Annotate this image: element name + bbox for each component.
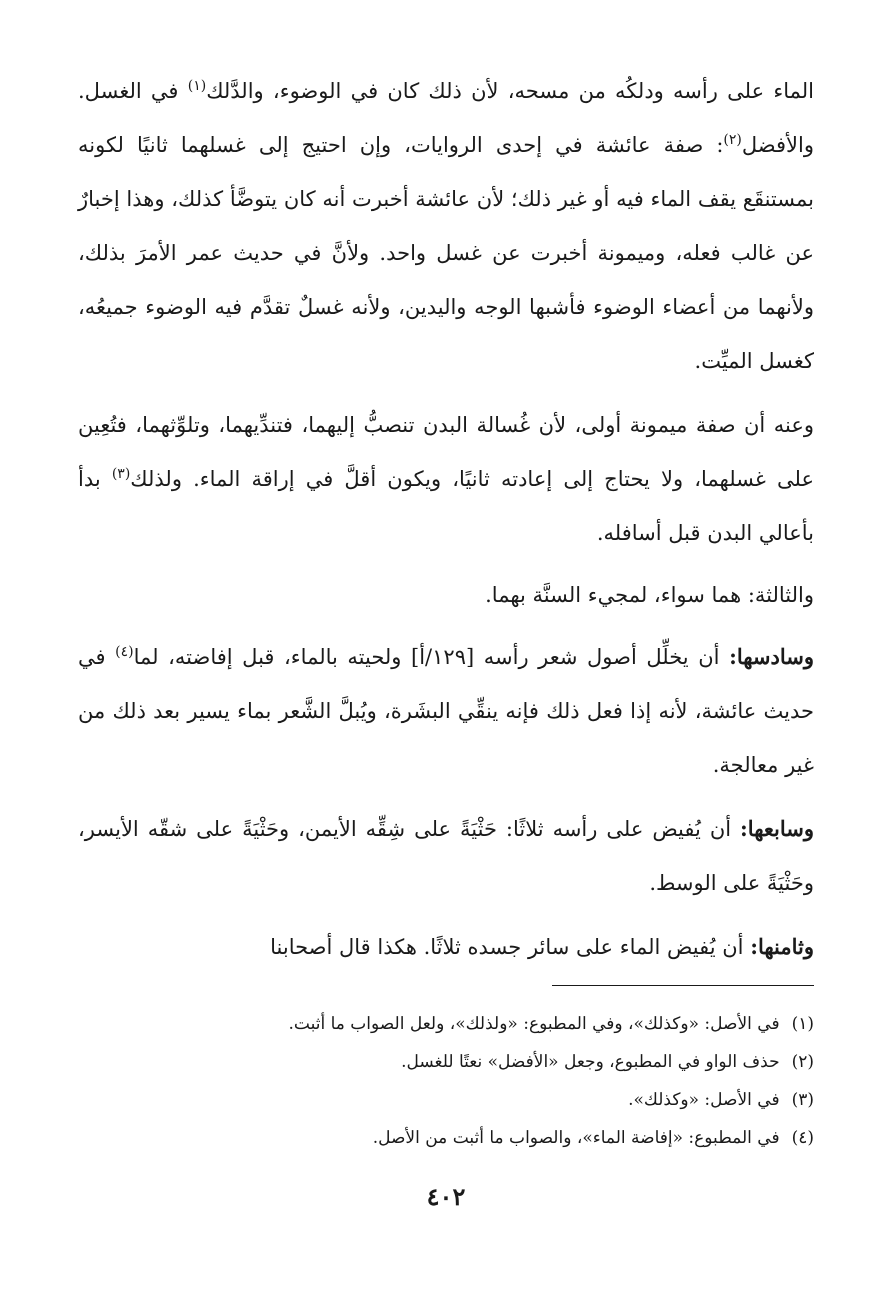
text-segment: بدأ بأعالي البدن قبل أسافله. — [78, 467, 814, 545]
footnote-text: في الأصل: «وكذلك». — [628, 1090, 780, 1110]
paragraph-lead: وسادسها: — [729, 644, 814, 669]
footnote-ref: (٤) — [115, 644, 134, 660]
main-text — [78, 64, 814, 988]
paragraph — [78, 568, 814, 622]
footnote-number: (١) — [791, 1014, 814, 1034]
text-segment: في الغسل. والأفضل — [78, 79, 814, 157]
footnote — [78, 1081, 814, 1119]
text-segment: في حديث عائشة، لأنه إذا فعل ذلك فإنه ينقِّي البشَرة، ويُبلَّ الشَّعر بماء يسير بعد ذلك من غير معالجة. — [78, 645, 814, 777]
paragraph — [78, 398, 814, 560]
footnote-ref: (١) — [187, 78, 207, 94]
footnote-text: حذف الواو في المطبوع، وجعل «الأفضل» نعتًا للغسل. — [401, 1052, 780, 1072]
footnote-number: (٣) — [791, 1090, 814, 1110]
footnote-text: في المطبوع: «إفاضة الماء»، والصواب ما أثبت من الأصل. — [372, 1128, 780, 1148]
footnote-ref: (٢) — [723, 132, 742, 148]
text-segment: الماء على رأسه ودلكُه من مسحه، لأن ذلك كان في الوضوء، والدَّلك — [206, 79, 815, 103]
text-segment: : صفة عائشة في إحدى الروايات، وإن احتيج إلى غسلهما ثانيًا لكونه بمستنقَع يقف الماء فيه أو غير ذلك؛ لأن عائشة أخبرت أنه كان يتوضَّأ كذلك، وهذا إخبارٌ عن غالب فعله، وميمونة أخبرت عن غسل واحد. ولأنَّ في حديث عمر الأمرَ بذلك، ولأنهما من أعضاء الوضوء فأشبها الوجه واليدين، ولأنه غسلٌ تقدَّم فيه الوضوء جميعُه، كغسل الميِّت. — [78, 133, 814, 373]
footnote — [78, 1119, 814, 1157]
paragraph — [78, 920, 814, 974]
footnote-separator — [552, 985, 814, 986]
footnotes — [78, 1005, 814, 1157]
text-segment: أن يُفيض على رأسه ثلاثًا: حَثْيَةً على شِقِّه الأيمن، وحَثْيَةً على شقّه الأيسر، وحَثْيَةً على الوسط. — [78, 817, 814, 895]
text-segment: أن يخلِّل أصول شعر رأسه [١٢٩/أ] ولحيته بالماء، قبل إفاضته، لما — [133, 645, 730, 669]
footnote-number: (٤) — [791, 1128, 814, 1148]
page-number: ٤٠٢ — [426, 1182, 466, 1211]
paragraph-lead: وسابعها: — [740, 816, 814, 841]
text-segment: والثالثة: هما سواء، لمجيء السنَّة بهما. — [485, 583, 814, 607]
footnote — [78, 1005, 814, 1043]
footnote-ref: (٣) — [111, 466, 131, 482]
paragraph-lead: وثامنها: — [750, 934, 814, 959]
text-segment: أن يُفيض الماء على سائر جسده ثلاثًا. هكذا قال أصحابنا — [270, 935, 751, 959]
paragraph — [78, 802, 814, 910]
text-segment: وعنه أن صفة ميمونة أولى، لأن غُسالة البدن تنصبُّ إليهما، فتندِّيهما، وتلوِّثهما، فتُعِين على غسلهما، ولا يحتاج إلى إعادته ثانيًا، ويكون أقلَّ في إراقة الماء. ولذلك — [78, 413, 814, 491]
footnote-number: (٢) — [791, 1052, 814, 1072]
paragraph — [78, 630, 814, 792]
footnote-text: في الأصل: «وكذلك»، وفي المطبوع: «ولذلك»، ولعل الصواب ما أثبت. — [288, 1014, 780, 1034]
paragraph — [78, 64, 814, 388]
footnote — [78, 1043, 814, 1081]
